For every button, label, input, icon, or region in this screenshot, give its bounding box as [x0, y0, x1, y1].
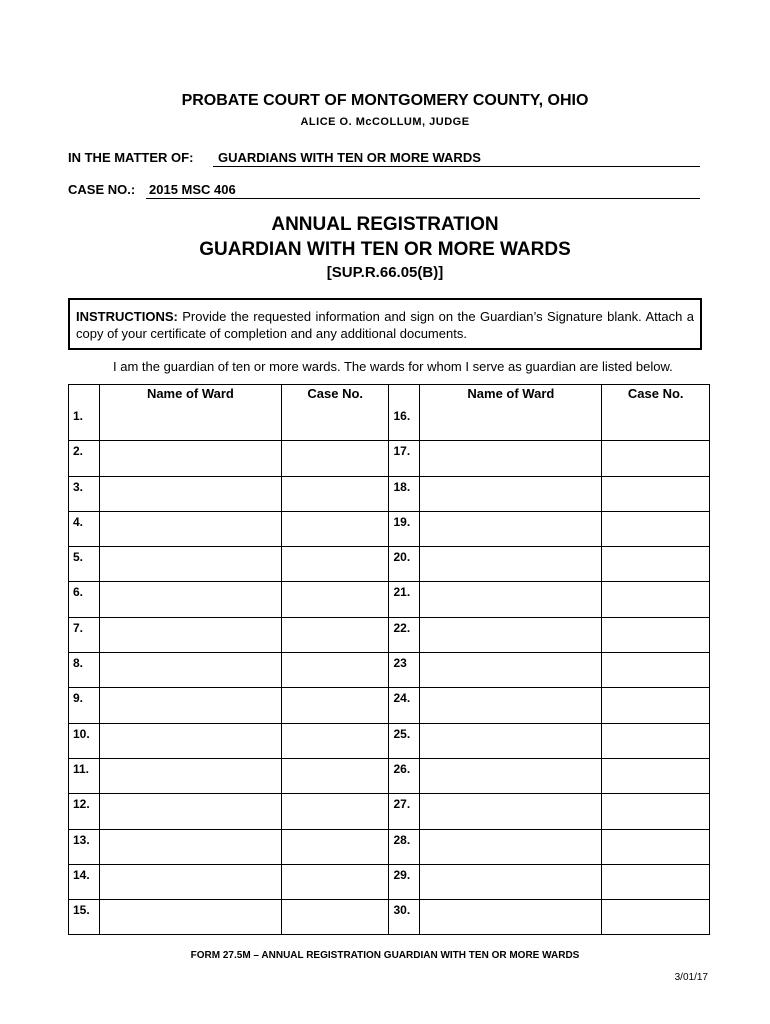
ward-number-left: 7. — [69, 617, 100, 652]
form-title-line1: ANNUAL REGISTRATION — [271, 214, 499, 235]
form-rule-reference: [SUP.R.66.05(B)] — [326, 264, 444, 281]
ward-name-input-left[interactable] — [99, 511, 281, 546]
ward-name-input-left[interactable] — [99, 758, 281, 793]
footer-form-name: FORM 27.5M – ANNUAL REGISTRATION GUARDIAN WITH TEN OR MORE WARDS — [190, 950, 580, 961]
matter-field — [68, 150, 700, 167]
case-number-label: CASE NO.: — [68, 182, 136, 197]
ward-name-input-left[interactable] — [99, 864, 281, 899]
ward-number-left: 3. — [69, 476, 100, 511]
ward-name-input-left[interactable] — [99, 688, 281, 723]
ward-name-input-left[interactable] — [99, 794, 281, 829]
ward-number-right: 28. — [389, 829, 420, 864]
wards-table — [68, 384, 710, 935]
header-name-of-ward-left: Name of Ward — [99, 385, 281, 407]
header-case-no-left: Case No. — [281, 385, 389, 407]
ward-number-left: 10. — [69, 723, 100, 758]
ward-name-input-right[interactable] — [420, 617, 602, 652]
ward-name-input-left[interactable] — [99, 617, 281, 652]
judge-name: ALICE O. McCOLLUM, JUDGE — [300, 116, 470, 128]
ward-number-right: 22. — [389, 617, 420, 652]
ward-number-right: 23 — [389, 653, 420, 688]
ward-name-input-right[interactable] — [420, 864, 602, 899]
ward-number-left: 4. — [69, 511, 100, 546]
ward-name-input-left[interactable] — [99, 476, 281, 511]
ward-case-no-input-left[interactable] — [281, 758, 389, 793]
instructions-label: INSTRUCTIONS: — [76, 309, 178, 324]
ward-case-no-input-right[interactable] — [602, 476, 710, 511]
ward-case-no-input-left[interactable] — [281, 864, 389, 899]
ward-case-no-input-right[interactable] — [602, 794, 710, 829]
ward-case-no-input-left[interactable] — [281, 511, 389, 546]
table-row — [69, 406, 710, 441]
table-row — [69, 617, 710, 652]
ward-number-right: 30. — [389, 900, 420, 935]
ward-number-right: 21. — [389, 582, 420, 617]
ward-name-input-right[interactable] — [420, 653, 602, 688]
ward-name-input-right[interactable] — [420, 794, 602, 829]
ward-case-no-input-right[interactable] — [602, 582, 710, 617]
ward-name-input-left[interactable] — [99, 406, 281, 441]
ward-case-no-input-right[interactable] — [602, 653, 710, 688]
ward-case-no-input-right[interactable] — [602, 511, 710, 546]
table-row — [69, 476, 710, 511]
ward-case-no-input-right[interactable] — [602, 864, 710, 899]
ward-number-right: 25. — [389, 723, 420, 758]
ward-name-input-right[interactable] — [420, 829, 602, 864]
table-row — [69, 441, 710, 476]
table-row — [69, 547, 710, 582]
table-row — [69, 653, 710, 688]
ward-name-input-right[interactable] — [420, 758, 602, 793]
court-title: PROBATE COURT OF MONTGOMERY COUNTY, OHIO — [181, 92, 589, 109]
ward-case-no-input-left[interactable] — [281, 794, 389, 829]
case-number-field — [68, 182, 700, 199]
table-header-row — [69, 385, 710, 407]
matter-value: GUARDIANS WITH TEN OR MORE WARDS — [218, 150, 481, 165]
ward-number-left: 1. — [69, 406, 100, 441]
table-row — [69, 758, 710, 793]
ward-name-input-right[interactable] — [420, 511, 602, 546]
ward-case-no-input-right[interactable] — [602, 829, 710, 864]
ward-name-input-right[interactable] — [420, 441, 602, 476]
table-row — [69, 829, 710, 864]
case-number-value: 2015 MSC 406 — [149, 182, 236, 197]
ward-number-right: 19. — [389, 511, 420, 546]
ward-name-input-right[interactable] — [420, 582, 602, 617]
ward-number-right: 17. — [389, 441, 420, 476]
ward-case-no-input-left[interactable] — [281, 829, 389, 864]
ward-number-left: 12. — [69, 794, 100, 829]
ward-number-right: 27. — [389, 794, 420, 829]
table-row — [69, 511, 710, 546]
ward-number-left: 9. — [69, 688, 100, 723]
ward-case-no-input-right[interactable] — [602, 547, 710, 582]
ward-name-input-left[interactable] — [99, 723, 281, 758]
ward-name-input-left[interactable] — [99, 582, 281, 617]
instructions-box — [68, 298, 702, 350]
footer-revision-date: 3/01/17 — [674, 972, 708, 983]
table-row — [69, 582, 710, 617]
ward-name-input-right[interactable] — [420, 723, 602, 758]
header-case-no-right: Case No. — [602, 385, 710, 407]
ward-name-input-right[interactable] — [420, 900, 602, 935]
ward-number-left: 14. — [69, 864, 100, 899]
matter-label: IN THE MATTER OF: — [68, 150, 194, 165]
ward-number-right: 24. — [389, 688, 420, 723]
ward-name-input-right[interactable] — [420, 476, 602, 511]
form-title-line2: GUARDIAN WITH TEN OR MORE WARDS — [199, 239, 571, 260]
ward-case-no-input-left[interactable] — [281, 653, 389, 688]
ward-case-no-input-left[interactable] — [281, 723, 389, 758]
ward-number-left: 2. — [69, 441, 100, 476]
ward-case-no-input-right[interactable] — [602, 406, 710, 441]
ward-case-no-input-right[interactable] — [602, 688, 710, 723]
ward-case-no-input-right[interactable] — [602, 617, 710, 652]
table-row — [69, 723, 710, 758]
ward-case-no-input-left[interactable] — [281, 406, 389, 441]
header-number-right — [389, 385, 420, 407]
ward-name-input-left[interactable] — [99, 653, 281, 688]
ward-name-input-left[interactable] — [99, 441, 281, 476]
ward-name-input-right[interactable] — [420, 406, 602, 441]
table-row — [69, 794, 710, 829]
ward-number-left: 15. — [69, 900, 100, 935]
ward-case-no-input-left[interactable] — [281, 582, 389, 617]
ward-name-input-right[interactable] — [420, 688, 602, 723]
instructions-text: Provide the requested information and sign on the Guardian’s Signature blank. Attach a copy of your certificate of completion and any additional documents. — [76, 309, 694, 341]
ward-case-no-input-left[interactable] — [281, 441, 389, 476]
ward-case-no-input-left[interactable] — [281, 617, 389, 652]
ward-number-left: 8. — [69, 653, 100, 688]
ward-case-no-input-left[interactable] — [281, 688, 389, 723]
ward-name-input-left[interactable] — [99, 900, 281, 935]
ward-number-left: 5. — [69, 547, 100, 582]
ward-number-left: 6. — [69, 582, 100, 617]
ward-number-right: 29. — [389, 864, 420, 899]
ward-number-left: 11. — [69, 758, 100, 793]
ward-case-no-input-right[interactable] — [602, 441, 710, 476]
ward-name-input-right[interactable] — [420, 547, 602, 582]
table-row — [69, 688, 710, 723]
table-row — [69, 900, 710, 935]
ward-number-right: 20. — [389, 547, 420, 582]
ward-name-input-left[interactable] — [99, 547, 281, 582]
ward-case-no-input-right[interactable] — [602, 758, 710, 793]
ward-number-right: 18. — [389, 476, 420, 511]
ward-case-no-input-left[interactable] — [281, 900, 389, 935]
ward-case-no-input-right[interactable] — [602, 723, 710, 758]
ward-case-no-input-right[interactable] — [602, 900, 710, 935]
ward-number-right: 26. — [389, 758, 420, 793]
ward-case-no-input-left[interactable] — [281, 476, 389, 511]
ward-number-right: 16. — [389, 406, 420, 441]
ward-case-no-input-left[interactable] — [281, 547, 389, 582]
intro-statement: I am the guardian of ten or more wards. The wards for whom I serve as guardian are listed below. — [113, 359, 673, 374]
table-row — [69, 864, 710, 899]
header-number-left — [69, 385, 100, 407]
ward-name-input-left[interactable] — [99, 829, 281, 864]
ward-number-left: 13. — [69, 829, 100, 864]
header-name-of-ward-right: Name of Ward — [420, 385, 602, 407]
